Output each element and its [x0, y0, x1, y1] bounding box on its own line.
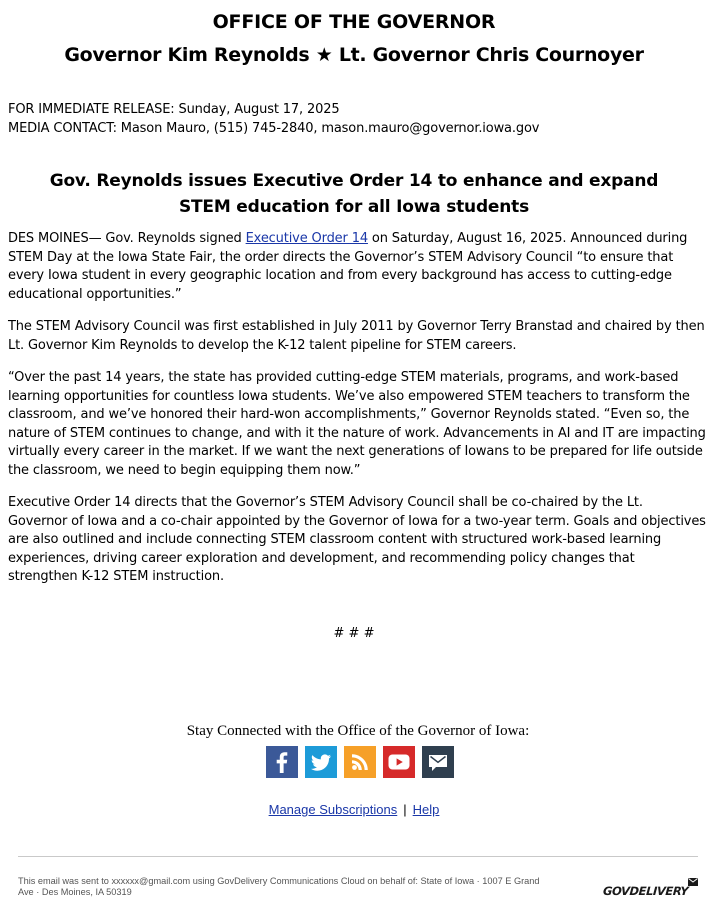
paragraph-4: Executive Order 14 directs that the Governor’s STEM Advisory Council shall be co-chaired by the Lt. Governor of Iowa and a co-chair appointed by the Governor of Iowa for a two-year term. Goals and objectives are also outlined and include connecting STEM classroom content with structured work-based learning experiences, driving career exploration and development, and recommending policy changes that strengthen K-12 STEM instruction. [8, 495, 706, 584]
release-info [8, 100, 539, 138]
social-icons [266, 746, 454, 778]
paragraph-1-prefix: DES MOINES— Gov. Reynolds signed [8, 231, 246, 246]
youtube-icon[interactable] [383, 746, 415, 778]
stay-connected-heading: Stay Connected with the Office of the Governor of Iowa: [186, 723, 530, 739]
article-body [8, 230, 706, 601]
rss-icon[interactable] [344, 746, 376, 778]
twitter-icon[interactable] [305, 746, 337, 778]
footer-line-1: This email was sent to xxxxxx@gmail.com using GovDelivery Communications Cloud on behalf of: State of Iowa · 1007 E Grand [18, 876, 540, 886]
footer-line-2: Ave · Des Moines, IA 50319 [18, 887, 132, 897]
footer-divider [18, 856, 698, 857]
release-date: FOR IMMEDIATE RELEASE: Sunday, August 17, 2025 [8, 102, 340, 117]
paragraph-1-suffix: on Saturday, August 16, 2025. Announced during STEM Day at the Iowa State Fair, the order directs the Governor’s STEM Advisory Council “to ensure that every Iowa student in every geographic location and from every background has access to cutting-edge educational opportunities.” [8, 231, 688, 302]
media-contact: MEDIA CONTACT: Mason Mauro, (515) 745-2840, mason.mauro@governor.iowa.gov [8, 121, 540, 136]
office-title: OFFICE OF THE GOVERNOR [212, 11, 496, 33]
lt-governor-name: Lt. Governor Chris Cournoyer [338, 44, 644, 66]
help-link[interactable]: Help [412, 802, 440, 817]
executive-order-link[interactable]: Executive Order 14 [245, 231, 368, 246]
manage-subscriptions-link[interactable]: Manage Subscriptions [268, 802, 398, 817]
email-icon[interactable] [422, 746, 454, 778]
paragraph-3: “Over the past 14 years, the state has provided cutting-edge STEM materials, programs, and work-based learning opportunities for countless Iowa students. We’ve also empowered STEM teachers to transform the classroom, and we’ve honored their hard-won accomplishments,” Governor Reynolds stated. “Even so, the nature of STEM continues to change, and with it the nature of work. Advancements in AI and IT are impacting virtually every career in the market. If we want the next generations of Iowans to be prepared for life outside the classroom, we need to begin equipping them now.” [8, 370, 706, 478]
links-separator: | [403, 802, 407, 817]
paragraph-2: The STEM Advisory Council was first established in July 2011 by Governor Terry Branstad and chaired by then Lt. Governor Kim Reynolds to develop the K-12 talent pipeline for STEM careers. [8, 319, 705, 353]
governors-line [0, 44, 708, 66]
facebook-icon[interactable] [266, 746, 298, 778]
star-separator: ★ [315, 44, 333, 66]
end-mark: # # # [333, 626, 375, 641]
footer-text [18, 876, 603, 898]
governor-name: Governor Kim Reynolds [64, 44, 310, 66]
govdelivery-logo-text: GOVDELIVERY [602, 884, 689, 898]
headline: Gov. Reynolds issues Executive Order 14 to enhance and expand STEM education for all Iowa students [49, 171, 659, 217]
subscription-links [0, 802, 708, 817]
paragraph-1 [8, 230, 706, 304]
